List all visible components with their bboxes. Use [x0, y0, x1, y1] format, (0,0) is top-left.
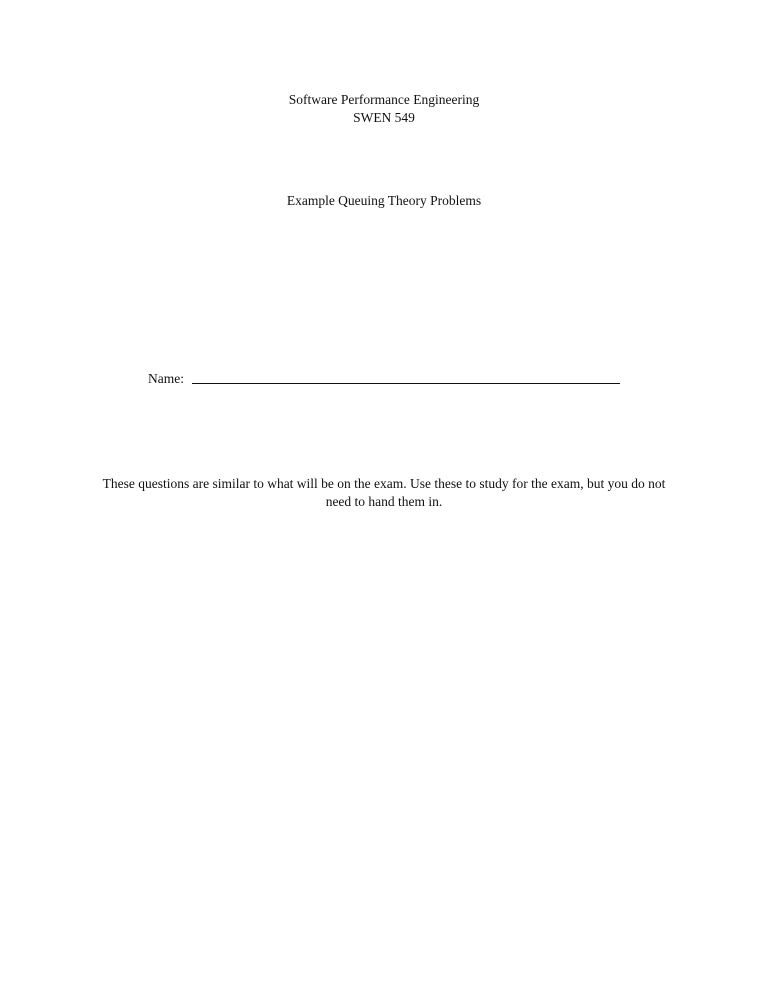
instructions-paragraph: These questions are similar to what will be on the exam. Use these to study for the exam, but you do not need to hand them in.: [102, 476, 666, 509]
course-code: SWEN 549: [353, 110, 415, 125]
name-field: [148, 370, 620, 388]
document-title: Example Queuing Theory Problems: [286, 193, 482, 208]
name-blank-line: [192, 371, 620, 384]
course-name: Software Performance Engineering: [288, 92, 480, 107]
name-label: Name:: [148, 371, 184, 386]
